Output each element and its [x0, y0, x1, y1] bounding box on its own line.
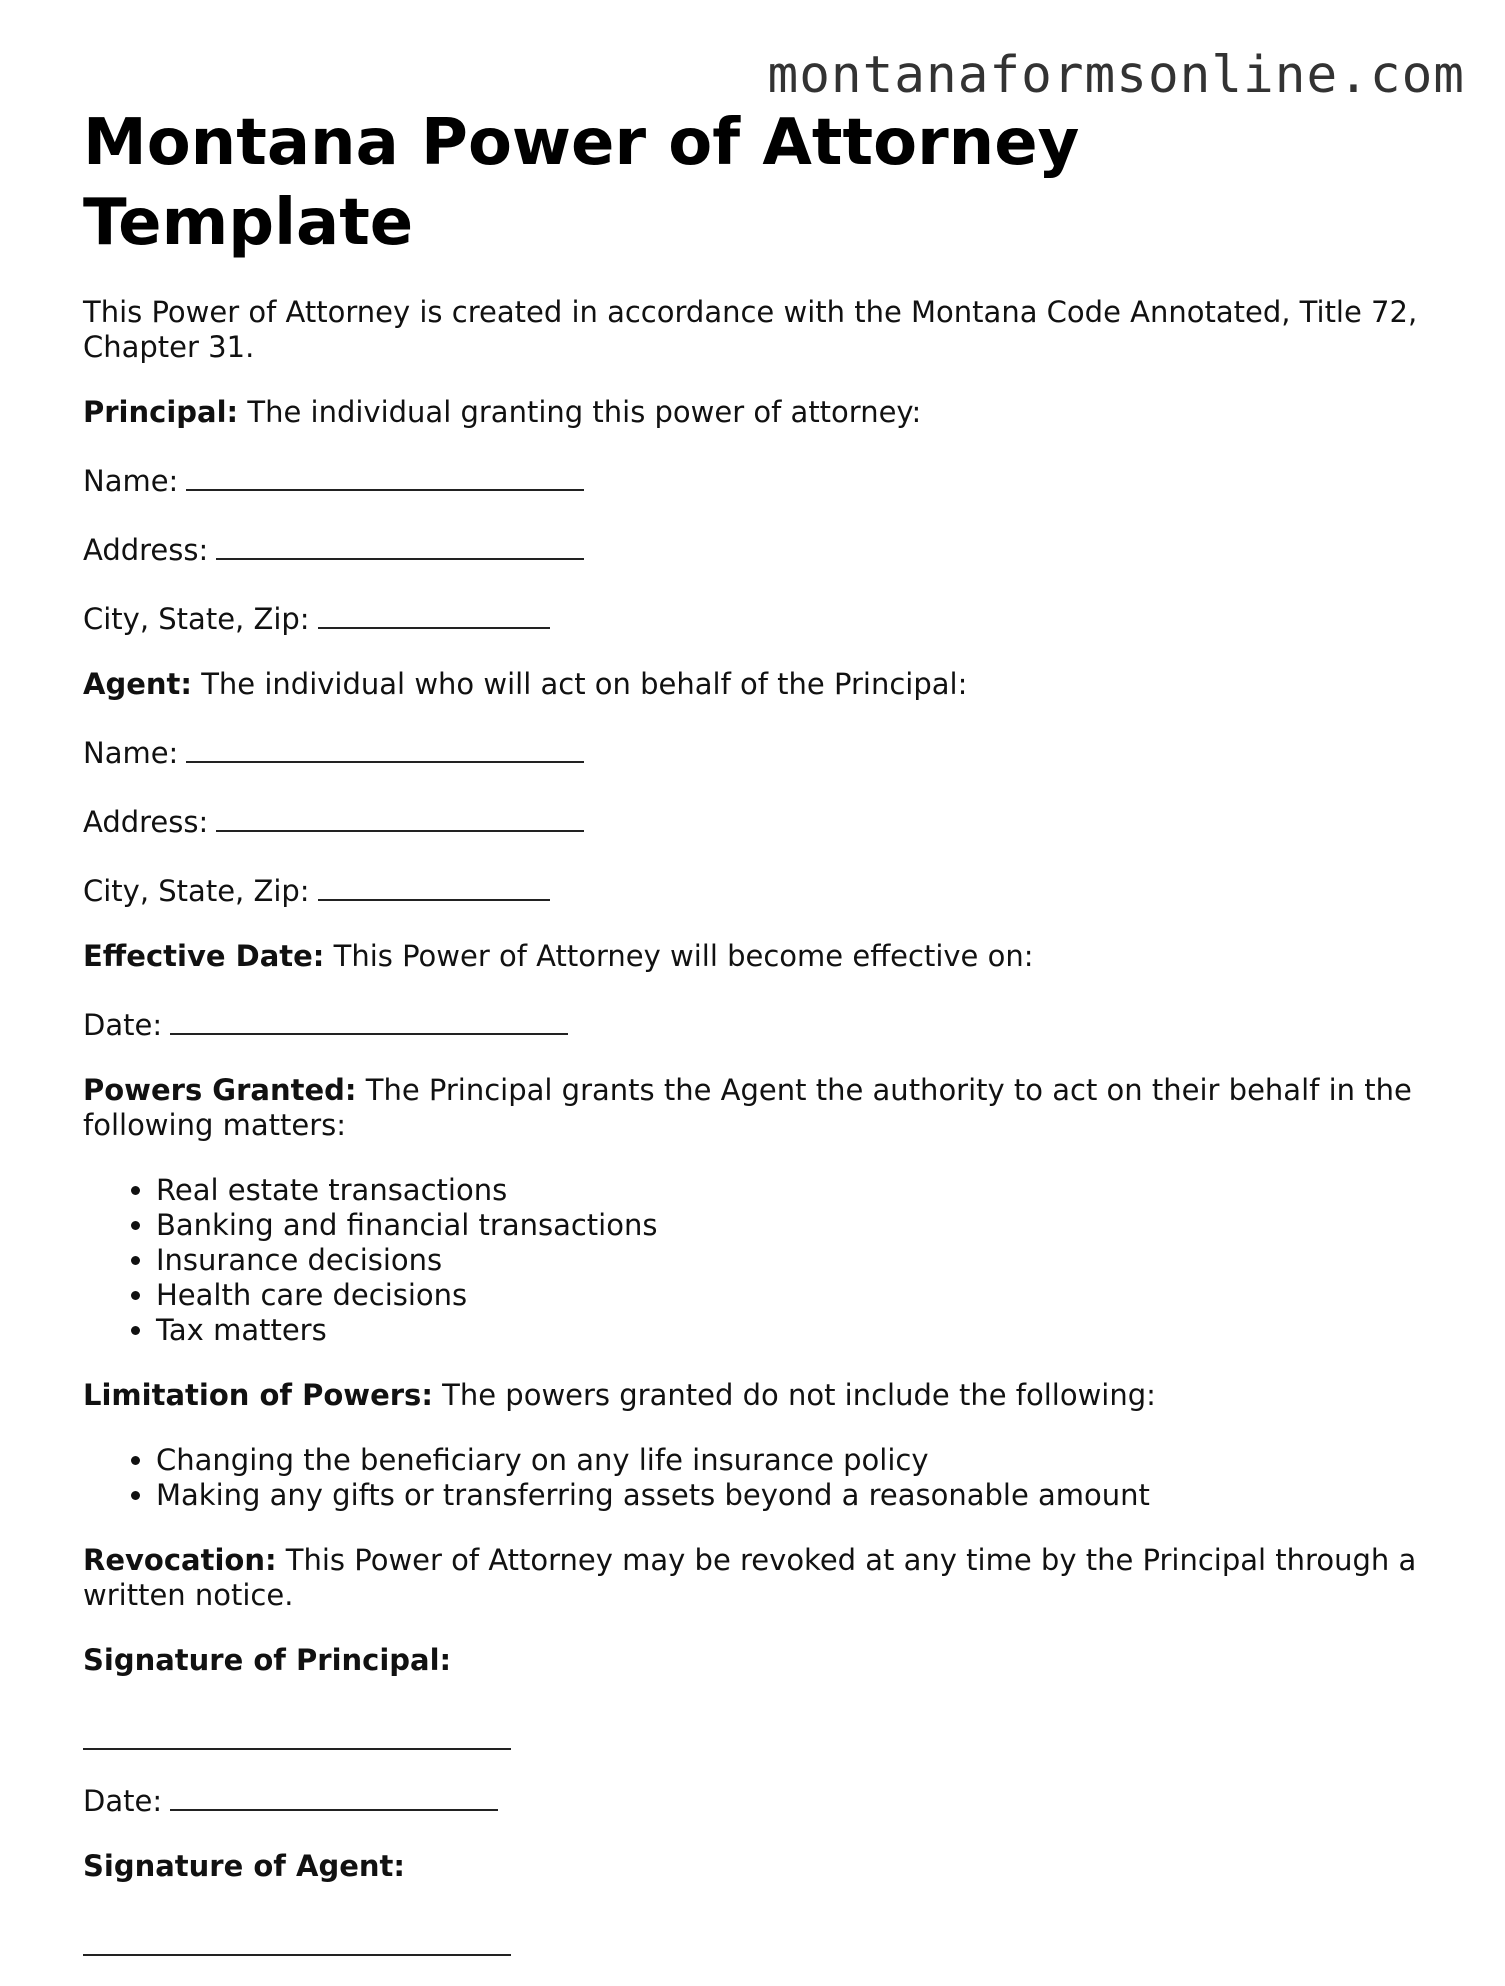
list-item: • Insurance decisions — [156, 1243, 1423, 1278]
agent-heading: Agent: — [83, 667, 192, 701]
effective-date-description: This Power of Attorney will become effective on: — [324, 939, 1034, 973]
list-item: • Making any gifts or transferring assets beyond a reasonable amount — [156, 1478, 1423, 1513]
principal-signature-date-blank[interactable] — [170, 1780, 498, 1811]
powers-granted-heading: Powers Granted: — [83, 1073, 357, 1107]
principal-description: The individual granting this power of attorney: — [238, 395, 922, 429]
page-title: Montana Power of Attorney Template — [83, 106, 1080, 260]
revocation-section — [83, 1543, 1423, 1613]
effective-date-label: Date: — [83, 1008, 163, 1042]
principal-heading: Principal: — [83, 395, 239, 429]
intro-paragraph: This Power of Attorney is created in accordance with the Montana Code Annotated, Title 72, Chapter 31. — [83, 295, 1418, 364]
list-item: • Changing the beneficiary on any life insurance policy — [156, 1443, 1423, 1478]
limitation-section — [83, 1378, 1423, 1413]
powers-granted-description: The Principal grants the Agent the authority to act on their behalf in the following matters: — [83, 1073, 1412, 1142]
signature-agent-section — [83, 1849, 1423, 1884]
effective-date-heading: Effective Date: — [83, 939, 325, 973]
effective-date-section — [83, 939, 1423, 974]
principal-name-label: Name: — [83, 464, 179, 498]
signature-principal-section — [83, 1643, 1423, 1678]
principal-section-intro — [83, 395, 1423, 430]
powers-granted-list — [83, 1173, 1423, 1348]
agent-city-blank[interactable] — [318, 870, 550, 901]
agent-city-field — [83, 870, 1423, 909]
revocation-description: This Power of Attorney may be revoked at any time by the Principal through a written notice. — [83, 1543, 1417, 1612]
principal-signature-date-label: Date: — [83, 1784, 163, 1818]
principal-signature-date-field — [83, 1780, 1423, 1819]
principal-address-label: Address: — [83, 533, 209, 567]
principal-address-field — [83, 529, 1423, 568]
agent-address-field — [83, 801, 1423, 840]
agent-address-blank[interactable] — [216, 801, 584, 832]
principal-city-label: City, State, Zip: — [83, 602, 310, 636]
principal-city-field — [83, 598, 1423, 637]
site-watermark: montanaformsonline.com — [767, 46, 1465, 105]
list-item: • Real estate transactions — [156, 1173, 1423, 1208]
agent-name-blank[interactable] — [186, 732, 584, 763]
principal-city-blank[interactable] — [318, 598, 550, 629]
agent-address-label: Address: — [83, 805, 209, 839]
document-body — [83, 103, 1423, 1986]
agent-section-intro — [83, 667, 1423, 702]
powers-granted-section — [83, 1073, 1423, 1143]
principal-name-blank[interactable] — [186, 460, 584, 491]
agent-city-label: City, State, Zip: — [83, 874, 310, 908]
limitation-heading: Limitation of Powers: — [83, 1378, 433, 1412]
agent-signature-line[interactable] — [83, 1920, 511, 1956]
list-item: • Banking and financial transactions — [156, 1208, 1423, 1243]
revocation-heading: Revocation: — [83, 1543, 277, 1577]
list-item: • Health care decisions — [156, 1278, 1423, 1313]
effective-date-blank[interactable] — [170, 1004, 568, 1035]
signature-agent-heading: Signature of Agent: — [83, 1849, 405, 1883]
agent-name-label: Name: — [83, 736, 179, 770]
effective-date-field — [83, 1004, 1423, 1043]
agent-description: The individual who will act on behalf of the Principal: — [191, 667, 968, 701]
limitation-list — [83, 1443, 1423, 1513]
principal-signature-line[interactable] — [83, 1714, 511, 1750]
agent-name-field — [83, 732, 1423, 771]
signature-principal-heading: Signature of Principal: — [83, 1643, 452, 1677]
principal-address-blank[interactable] — [216, 529, 584, 560]
principal-name-field — [83, 460, 1423, 499]
limitation-description: The powers granted do not include the following: — [432, 1378, 1156, 1412]
list-item: • Tax matters — [156, 1313, 1423, 1348]
